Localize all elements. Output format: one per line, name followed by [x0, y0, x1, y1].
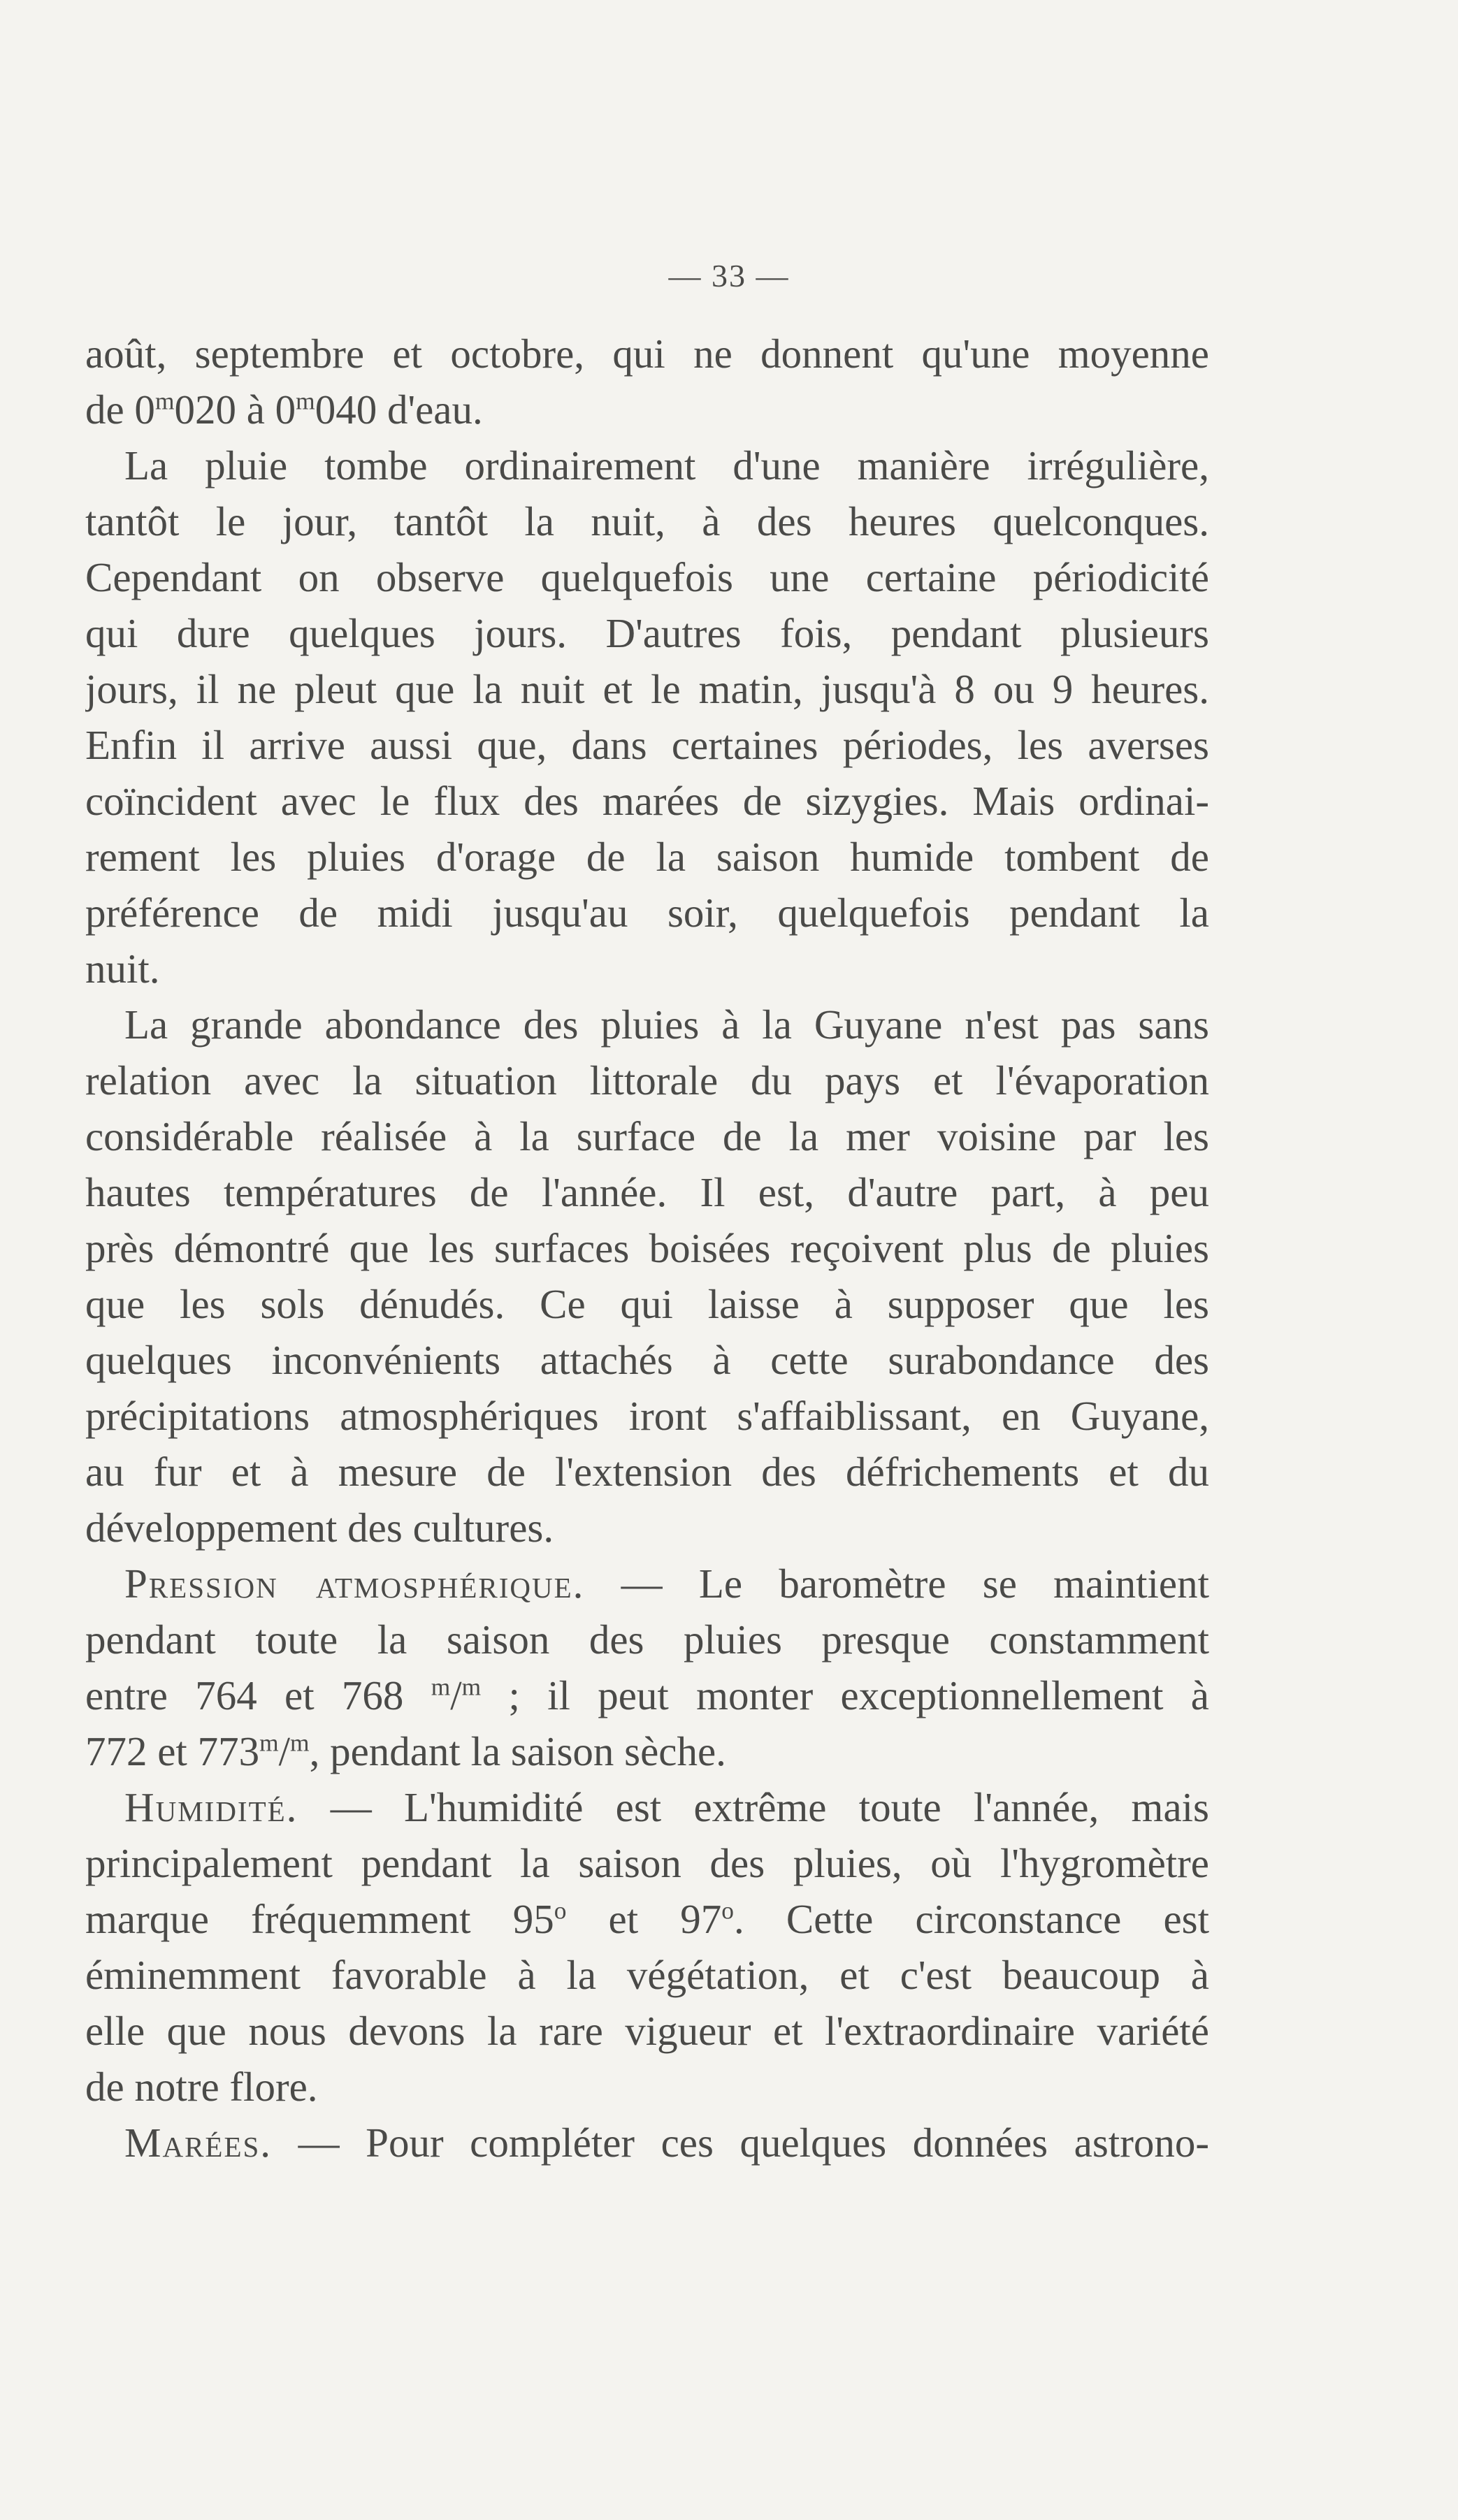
superscript-unit: o — [554, 1896, 567, 1925]
text-line: Enfin il arrive aussi que, dans certaines périodes, les averses — [85, 722, 1209, 768]
text-line: que les sols dénudés. Ce qui laisse à supposer que les — [85, 1281, 1209, 1327]
text-line: de notre flore. — [85, 2064, 318, 2110]
text-line: La pluie tombe ordinairement d'une manière irrégulière, — [124, 442, 1209, 488]
text-fragment: entre 764 et 768 — [85, 1672, 431, 1718]
superscript-unit: m — [296, 386, 315, 415]
text-line: au fur et à mesure de l'extension des défrichements et du — [85, 1449, 1209, 1495]
text-fragment: / — [450, 1672, 462, 1718]
page-number: — 33 — — [668, 258, 790, 294]
text-line: elle que nous devons la rare vigueur et l'extraordinaire variété — [85, 2008, 1209, 2054]
text-line — [124, 1556, 1209, 1612]
text-line — [124, 1779, 1209, 1835]
superscript-unit: m — [259, 1728, 279, 1757]
text-fragment: . Cette circonstance est — [733, 1896, 1209, 1942]
text-fragment: — Le baromètre se maintient — [584, 1560, 1209, 1607]
text-line: coïncident avec le flux des marées de sizygies. Mais ordinai- — [85, 778, 1209, 824]
text-line — [85, 1723, 1209, 1779]
text-line: préférence de midi jusqu'au soir, quelquefois pendant la — [85, 890, 1209, 936]
superscript-unit: m — [290, 1728, 310, 1757]
superscript-unit: o — [721, 1896, 734, 1925]
text-line: principalement pendant la saison des pluies, où l'hygromètre — [85, 1840, 1209, 1886]
text-fragment: marque fréquemment 95 — [85, 1896, 554, 1942]
text-fragment: 020 à 0 — [174, 386, 296, 433]
text-line: jours, il ne pleut que la nuit et le matin, jusqu'à 8 ou 9 heures. — [85, 666, 1209, 712]
superscript-unit: m — [154, 386, 175, 415]
text-line — [124, 2115, 1209, 2171]
text-line: quelques inconvénients attachés à cette surabondance des — [85, 1337, 1209, 1383]
text-line: relation avec la situation littorale du pays et l'évaporation — [85, 1057, 1209, 1103]
text-line: qui dure quelques jours. D'autres fois, pendant plusieurs — [85, 610, 1209, 656]
text-line: éminemment favorable à la végétation, et c'est beaucoup à — [85, 1952, 1209, 1998]
text-line — [85, 1667, 1209, 1723]
text-line: précipitations atmosphériques iront s'affaiblissant, en Guyane, — [85, 1393, 1209, 1439]
superscript-unit: m — [461, 1672, 482, 1701]
text-fragment: de 0 — [85, 386, 155, 433]
text-line: rement les pluies d'orage de la saison humide tombent de — [85, 834, 1209, 880]
text-line: développement des cultures. — [85, 1505, 554, 1551]
section-heading: Humidité. — [124, 1784, 298, 1830]
text-fragment: / — [278, 1728, 291, 1774]
text-line — [85, 382, 1209, 437]
text-line: août, septembre et octobre, qui ne donnent qu'une moyenne — [85, 331, 1209, 377]
text-line: considérable réalisée à la surface de la mer voisine par les — [85, 1113, 1209, 1159]
text-fragment: — Pour compléter ces quelques données astrono- — [272, 2120, 1209, 2166]
text-line: tantôt le jour, tantôt la nuit, à des heures quelconques. — [85, 498, 1209, 544]
text-fragment: ; il peut monter exceptionnellement à — [481, 1672, 1209, 1718]
text-fragment: 772 et 773 — [85, 1728, 260, 1774]
text-line: hautes températures de l'année. Il est, d'autre part, à peu — [85, 1169, 1209, 1215]
text-fragment: et 97 — [566, 1896, 722, 1942]
text-line: Cependant on observe quelquefois une certaine périodicité — [85, 554, 1209, 600]
text-fragment: , pendant la saison sèche. — [309, 1728, 726, 1774]
text-line — [85, 1891, 1209, 1947]
section-heading: Pression atmosphérique. — [124, 1560, 585, 1607]
text-line: La grande abondance des pluies à la Guyane n'est pas sans — [124, 1001, 1209, 1048]
superscript-unit: m — [431, 1672, 451, 1701]
text-line: nuit. — [85, 946, 160, 992]
text-fragment: 040 d'eau. — [315, 386, 483, 433]
section-heading: Marées. — [124, 2120, 273, 2166]
text-line: près démontré que les surfaces boisées reçoivent plus de pluies — [85, 1225, 1209, 1271]
text-line: pendant toute la saison des pluies presque constamment — [85, 1616, 1209, 1663]
text-fragment: — L'humidité est extrême toute l'année, mais — [298, 1784, 1209, 1830]
